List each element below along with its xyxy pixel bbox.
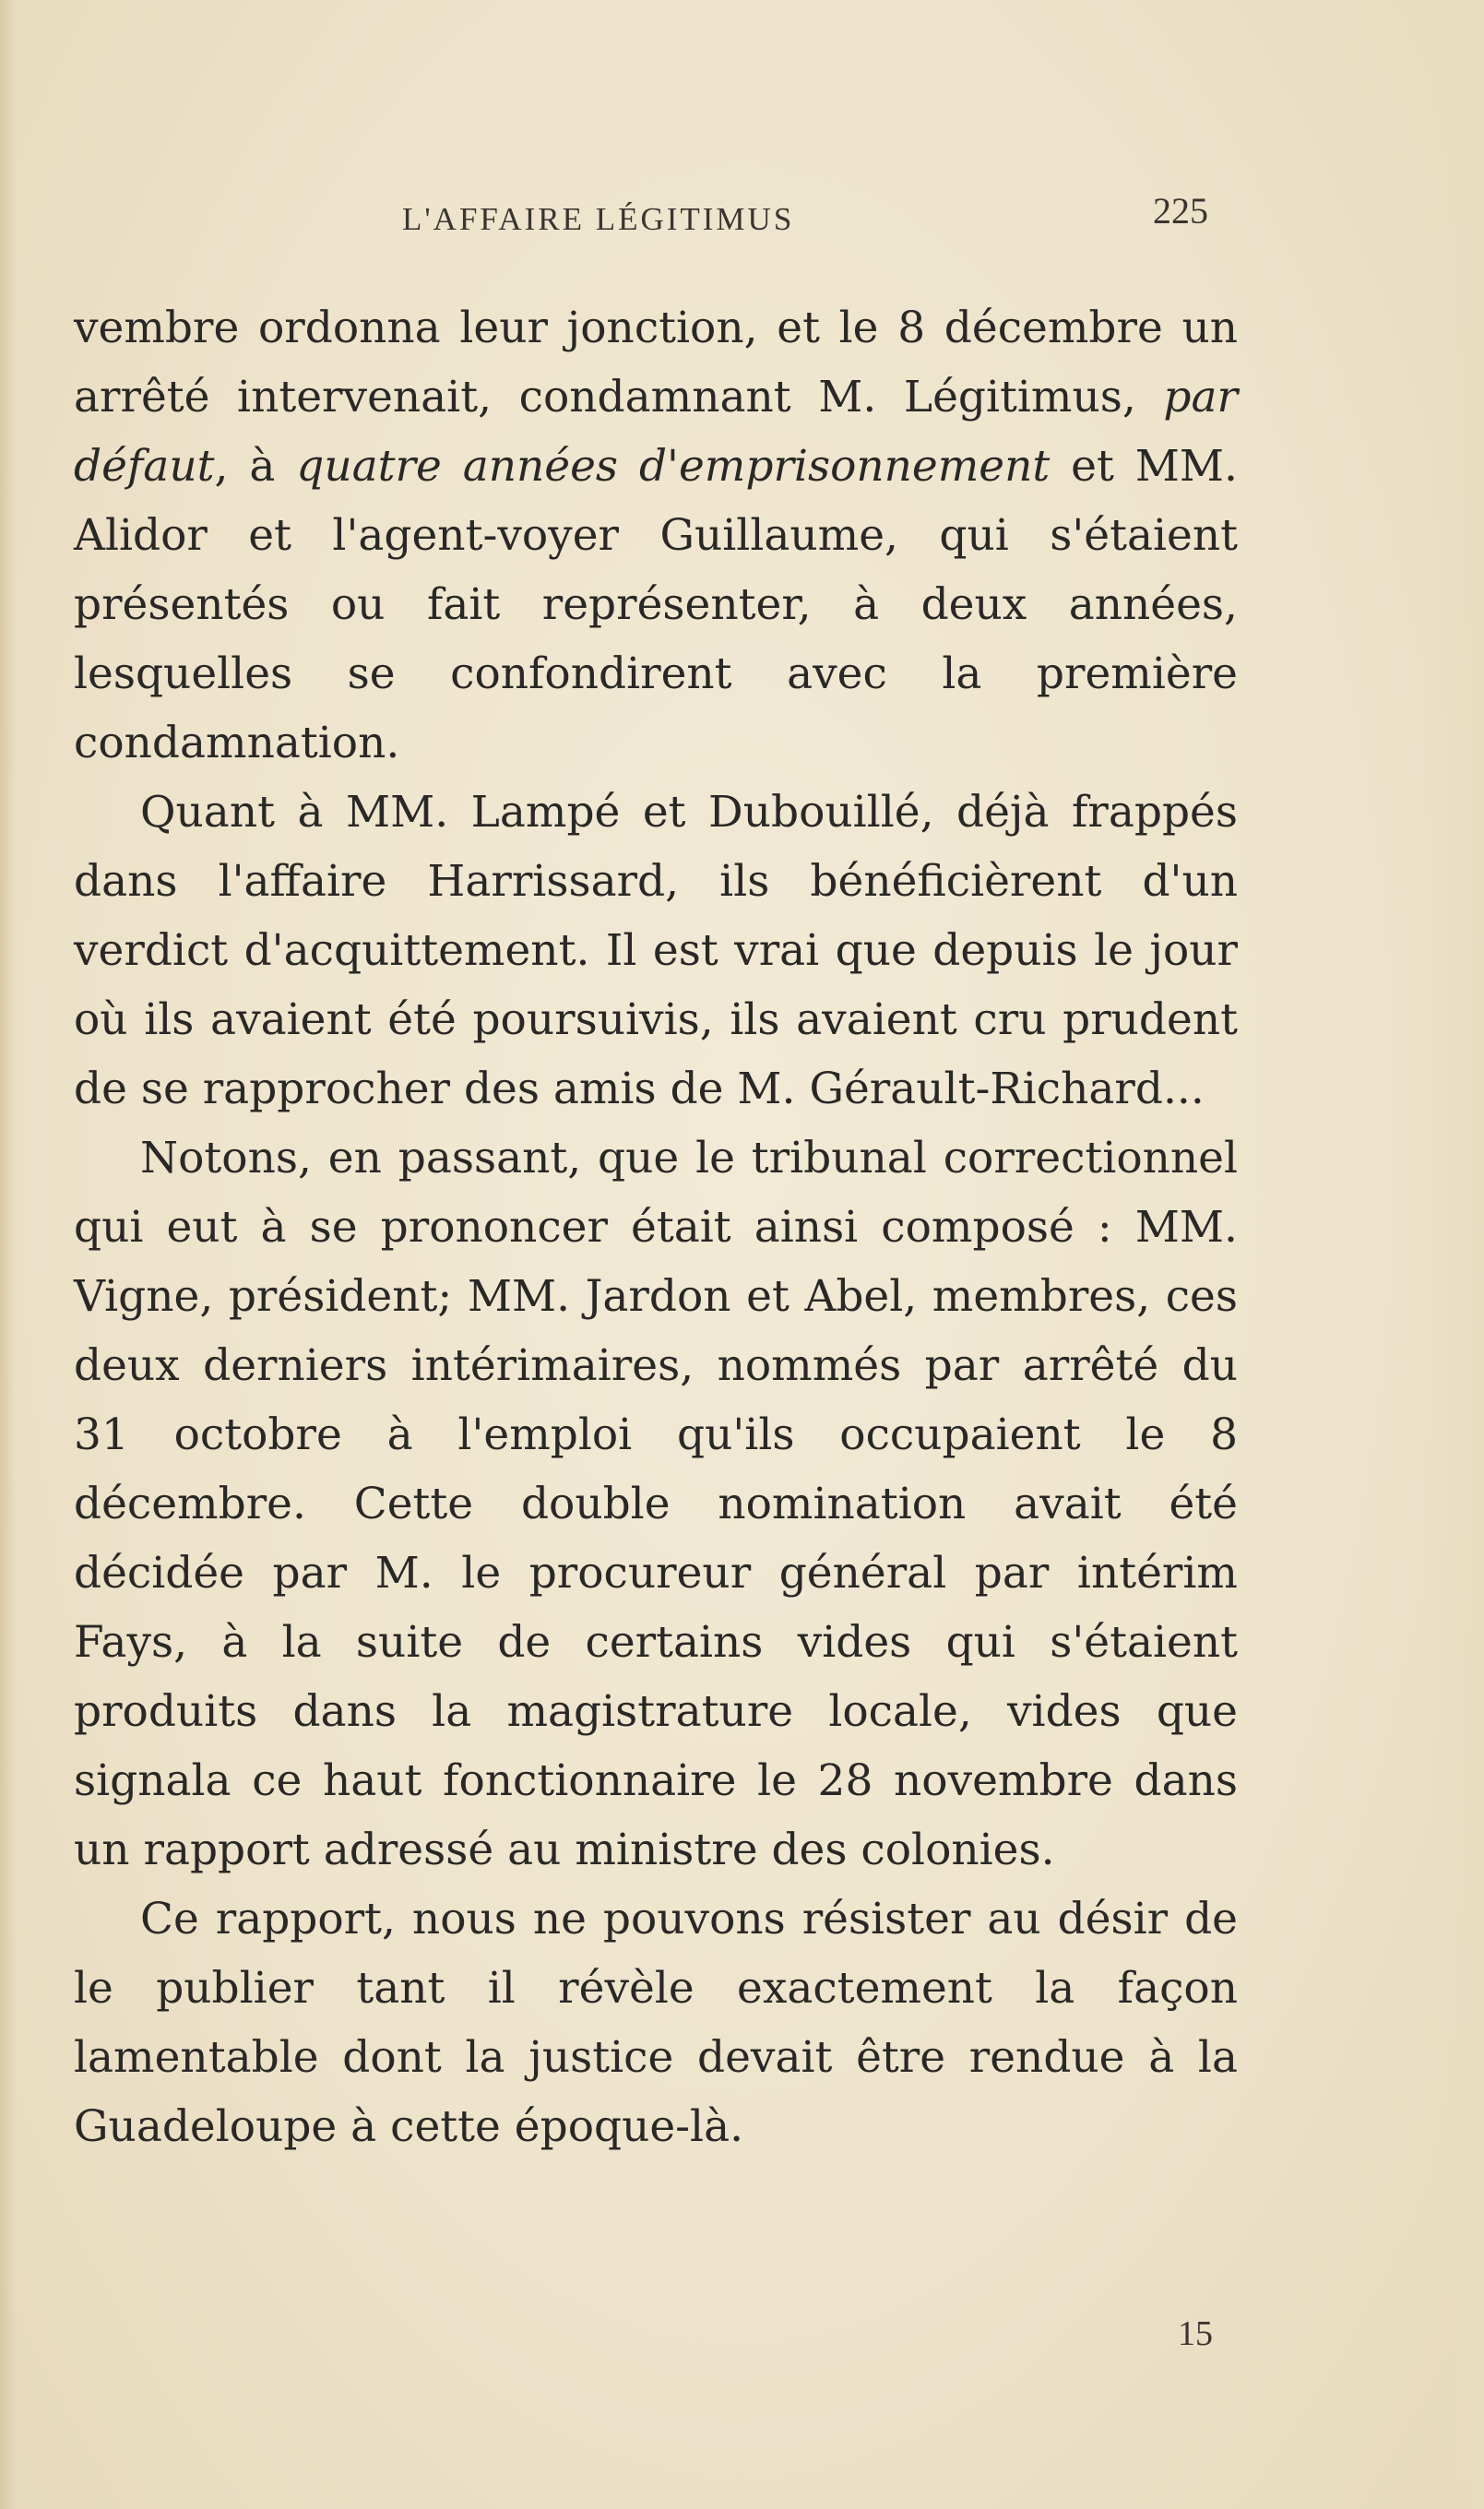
paragraph-1-italic-1: par défaut [74, 372, 1238, 492]
printer-signature: 15 [1178, 2314, 1213, 2353]
paragraph-3: Notons, en passant, que le tribunal correctionnel qui eut à se prononcer était ainsi composé : MM. Vigne, président; MM. Jardon et Abel, membres, ces deux derniers intérimaires, nommés par arrêté du 31 octobre à l'emploi qu'ils occupaient le 8 décembre. Cette double nomination avait été décidée par M. le procureur général par intérim Fays, à la suite de certains vides qui s'étaient produits dans la magistrature locale, vides que signala ce haut fonctionnaire le 28 novembre dans un rapport adressé au ministre des colonies. [74, 1133, 1238, 1875]
running-head: L'AFFAIRE LÉGITIMUS [402, 201, 795, 237]
paragraph-1 [74, 293, 1238, 778]
page-right-shadow [1429, 0, 1484, 2509]
paragraph-1-italic-2: quatre années d'emprisonnement [296, 441, 1051, 492]
body-text [74, 293, 1238, 2161]
paragraph-1-start: vembre ordonna leur jonction, et le 8 décembre un arrêté intervenait, condamnant M. Légitimus, [74, 303, 1238, 422]
paragraph-1-mid: , à [214, 441, 297, 492]
paragraph-1-end: et MM. Alidor et l'agent-voyer Guillaume, qui s'étaient présentés ou fait représenter, à deux années, lesquelles se confondirent avec la première condamnation. [74, 441, 1238, 768]
paragraph-4: Ce rapport, nous ne pouvons résister au désir de le publier tant il révèle exactement la façon lamentable dont la justice devait être rendue à la Guadeloupe à cette époque-là. [74, 1894, 1238, 2152]
paragraph-2: Quant à MM. Lampé et Dubouillé, déjà frappés dans l'affaire Harrissard, ils bénéficièrent d'un verdict d'acquittement. Il est vrai que depuis le jour où ils avaient été poursuivis, ils avaient cru prudent de se rapprocher des amis de M. Gérault-Richard... [74, 787, 1238, 1114]
page-number: 225 [1153, 190, 1208, 232]
page-left-shadow [0, 0, 17, 2509]
